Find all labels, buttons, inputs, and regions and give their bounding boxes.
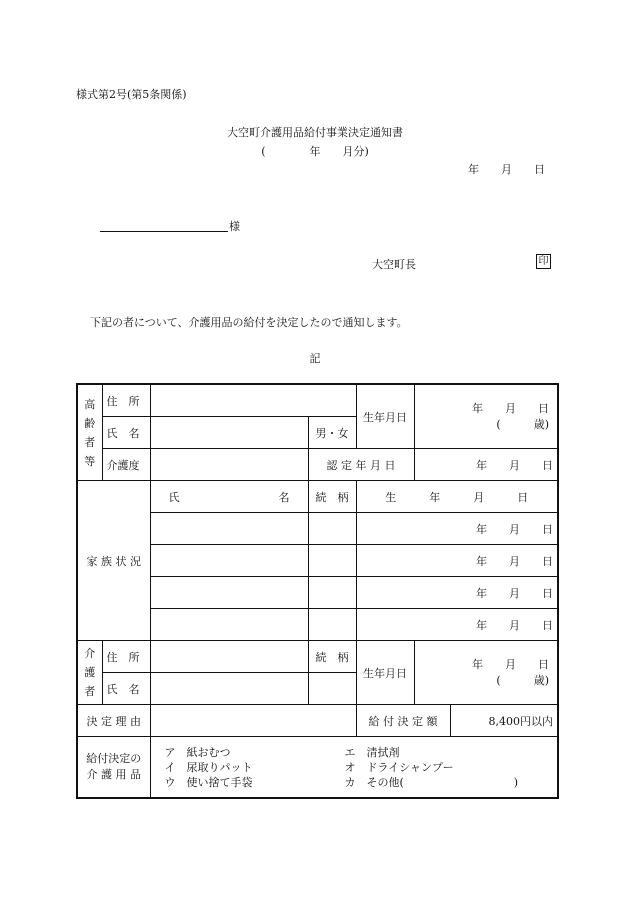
family-name-input[interactable] (150, 577, 308, 609)
family-row (77, 609, 558, 641)
target-period: ( 年 月分) (261, 145, 369, 158)
carer-birth-value[interactable]: 年 月 日 ( 歳) (414, 641, 558, 705)
document-title: 大空町介護用品給付事業決定通知書 (227, 126, 403, 139)
decision-reason-input[interactable] (150, 705, 356, 737)
seal-mark (536, 254, 551, 269)
benefit-amount-value: 8,400円以内 (450, 705, 558, 737)
carer-address-input[interactable] (150, 641, 308, 673)
carer-label: 介 護 者 (77, 641, 102, 705)
supplies-label: 給付決定の 介 護 用 品 (77, 737, 150, 799)
decision-row (77, 705, 558, 737)
carer-address-row (77, 641, 558, 673)
family-row (77, 513, 558, 545)
family-birth-input[interactable]: 年 月 日 (356, 513, 558, 545)
care-level-label: 介護度 (102, 449, 150, 481)
family-label: 家 族 状 況 (77, 481, 150, 641)
family-row (77, 545, 558, 577)
family-name-input[interactable] (150, 609, 308, 641)
issuer-name: 大空町長 (372, 258, 416, 271)
supplies-row (77, 737, 558, 799)
elderly-name-input[interactable] (150, 417, 308, 449)
cert-date-label: 認 定 年 月 日 (308, 449, 414, 481)
elderly-birth-value[interactable]: 年 月 日 ( 歳) (414, 384, 558, 449)
carer-relation-label: 続 柄 (308, 641, 356, 673)
family-name-input[interactable] (150, 513, 308, 545)
benefit-amount-label: 給 付 決 定 額 (356, 705, 450, 737)
care-level-row (77, 449, 558, 481)
notice-body: 下記の者について、介護用品の給付を決定したので通知します。 (90, 316, 408, 329)
supply-item: イ 尿取りパット (164, 760, 253, 774)
birth-label: 生年月日 (356, 384, 414, 449)
supply-item: オ ドライシャンプー (344, 760, 454, 774)
address-label: 住 所 (102, 641, 150, 673)
carer-name-input[interactable] (150, 673, 308, 705)
family-birth-input[interactable]: 年 月 日 (356, 545, 558, 577)
decision-table (76, 383, 559, 799)
addressee-line (100, 230, 228, 232)
family-relation-input[interactable] (308, 577, 356, 609)
ki-label: 記 (309, 352, 321, 365)
gender-select[interactable]: 男・女 (308, 417, 356, 449)
addressee-suffix: 様 (229, 220, 240, 233)
family-birth-input[interactable]: 年 月 日 (356, 577, 558, 609)
family-relation-input[interactable] (308, 513, 356, 545)
family-birth-input[interactable]: 年 月 日 (356, 609, 558, 641)
name-label: 氏 名 (102, 673, 150, 705)
elderly-address-input[interactable] (150, 384, 356, 417)
family-name-header: 氏 名 (150, 481, 308, 513)
carer-relation-input[interactable] (308, 673, 356, 705)
family-relation-input[interactable] (308, 609, 356, 641)
supply-item: エ 清拭剤 (344, 745, 400, 759)
family-relation-input[interactable] (308, 545, 356, 577)
cert-date-value[interactable]: 年 月 日 (414, 449, 558, 481)
supply-item: ウ 使い捨て手袋 (164, 775, 253, 789)
family-row (77, 577, 558, 609)
elderly-address-row (77, 384, 558, 417)
supply-item: カ その他( ) (344, 775, 519, 789)
family-birth-header: 生 年 月 日 (356, 481, 558, 513)
name-label: 氏 名 (102, 417, 150, 449)
address-label: 住 所 (102, 384, 150, 417)
carer-birth-label: 生年月日 (356, 641, 414, 705)
issue-date: 年 月 日 (468, 163, 545, 176)
seal-text: 印 (536, 254, 551, 269)
care-level-input[interactable] (150, 449, 308, 481)
form-number: 様式第2号(第5条関係) (76, 88, 187, 101)
family-relation-header: 続 柄 (308, 481, 356, 513)
family-header-row (77, 481, 558, 513)
supply-item: ア 紙おむつ (164, 745, 231, 759)
elderly-label: 高 齢 者 等 (77, 384, 102, 481)
decision-reason-label: 決 定 理 由 (77, 705, 150, 737)
family-name-input[interactable] (150, 545, 308, 577)
supplies-list (150, 737, 558, 799)
